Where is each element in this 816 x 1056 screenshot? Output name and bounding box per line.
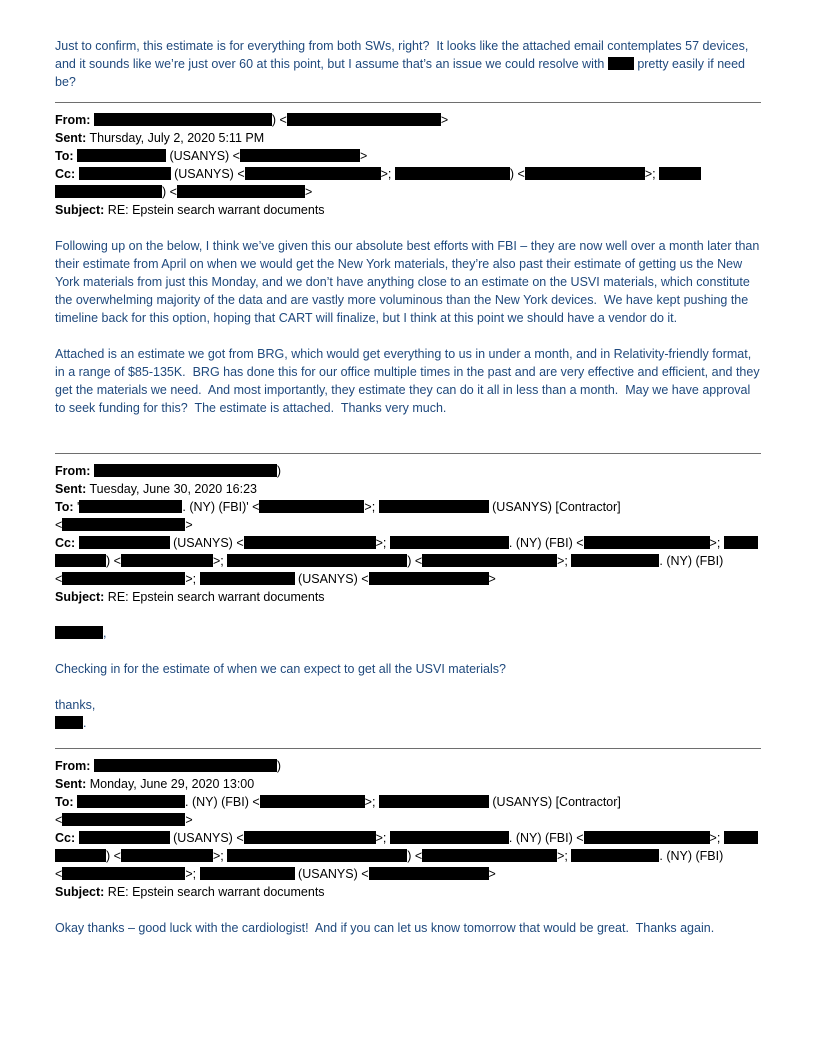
text-segment: >; [212, 849, 228, 863]
text-segment: RE: Epstein search warrant documents [104, 885, 325, 899]
text-segment: ) < [106, 849, 121, 863]
header-line [55, 165, 761, 183]
redaction-bar [55, 554, 106, 567]
header-line [55, 793, 761, 811]
text-segment: >; [557, 849, 572, 863]
redaction-bar [94, 759, 277, 772]
body-paragraph [55, 696, 761, 714]
message-1-body [55, 237, 764, 417]
header-line [55, 111, 761, 129]
message-divider [55, 748, 761, 749]
header-field-label: Sent: [55, 777, 87, 791]
redaction-bar [55, 185, 162, 198]
body-paragraph [55, 660, 761, 678]
header-field-label: To: [55, 500, 74, 514]
redaction-bar [584, 536, 710, 549]
text-segment: ) [276, 464, 282, 478]
header-field-label: Sent: [55, 482, 87, 496]
text-segment: ' [73, 500, 80, 514]
text-segment: ) < [106, 554, 121, 568]
redaction-bar [724, 831, 758, 844]
redaction-bar [659, 167, 701, 180]
text-segment: > [440, 113, 449, 127]
header-field-label: To: [55, 149, 74, 163]
text-segment: (USANYS) < [294, 572, 369, 586]
text-segment: >; [364, 500, 379, 514]
text-segment: > [185, 518, 193, 532]
text-segment: >; [364, 795, 379, 809]
header-field-label: Subject: [55, 885, 105, 899]
header-field-label: From: [55, 464, 91, 478]
redaction-bar [379, 500, 489, 513]
text-segment: >; [709, 536, 724, 550]
redaction-bar [94, 113, 272, 126]
body-paragraph [55, 624, 761, 642]
message-divider [55, 102, 761, 103]
redaction-bar [608, 57, 634, 70]
text-segment: thanks, [55, 698, 96, 712]
header-line [55, 775, 761, 793]
redaction-bar [369, 572, 489, 585]
text-segment: < [55, 572, 63, 586]
header-field-label: Cc: [55, 536, 76, 550]
redaction-bar [244, 831, 376, 844]
body-paragraph [55, 714, 761, 732]
redaction-bar [259, 500, 364, 513]
text-segment: >; [375, 831, 390, 845]
text-segment: ) [276, 759, 282, 773]
message-2 [55, 453, 761, 732]
header-line [55, 552, 761, 570]
text-segment: Tuesday, June 30, 2020 16:23 [86, 482, 257, 496]
redaction-bar [177, 185, 305, 198]
header-field-label: From: [55, 113, 91, 127]
text-segment: Monday, June 29, 2020 13:00 [86, 777, 255, 791]
text-segment: >; [709, 831, 724, 845]
header-line [55, 516, 761, 534]
message-3 [55, 748, 761, 937]
redaction-bar [287, 113, 441, 126]
redaction-bar [240, 149, 360, 162]
redaction-bar [62, 813, 185, 826]
redaction-bar [379, 795, 489, 808]
message-3-body [55, 919, 761, 937]
header-line [55, 570, 761, 588]
header-line [55, 865, 761, 883]
text-segment: (USANYS) < [166, 149, 240, 163]
redaction-bar [245, 167, 381, 180]
text-segment: > [488, 867, 496, 881]
header-line [55, 829, 761, 847]
header-field-label: From: [55, 759, 91, 773]
text-segment: Okay thanks – good luck with the cardiologist! And if you can let us know tomorrow that would be great. Thanks again. [55, 921, 715, 935]
redaction-bar [525, 167, 645, 180]
redaction-bar [55, 716, 83, 729]
text-segment: (USANYS) < [170, 167, 245, 181]
text-segment: (USANYS) < [169, 831, 244, 845]
redaction-bar [395, 167, 510, 180]
text-segment: ) < [162, 185, 177, 199]
text-segment: RE: Epstein search warrant documents [104, 203, 325, 217]
message-top-body [55, 37, 761, 91]
redaction-bar [422, 849, 557, 862]
body-paragraph [55, 237, 761, 327]
redaction-bar [77, 149, 166, 162]
text-segment: . (NY) (FBI) [659, 849, 724, 863]
redaction-bar [79, 500, 182, 513]
redaction-bar [422, 554, 557, 567]
redaction-bar [79, 536, 170, 549]
header-field-label: To: [55, 795, 74, 809]
text-segment: (USANYS) [Contractor] [488, 795, 621, 809]
text-segment: >; [380, 167, 395, 181]
text-segment: < [55, 867, 63, 881]
redaction-bar [369, 867, 489, 880]
redaction-bar [200, 572, 295, 585]
text-segment: pretty easily if need be? [55, 57, 749, 89]
redaction-bar [571, 849, 659, 862]
header-field-label: Sent: [55, 131, 87, 145]
text-segment: ) < [509, 167, 525, 181]
text-segment: . [83, 716, 87, 730]
text-segment: (USANYS) [Contractor] [488, 500, 621, 514]
text-segment: ) < [407, 554, 423, 568]
text-segment: Thursday, July 2, 2020 5:11 PM [86, 131, 265, 145]
text-segment: < [55, 518, 63, 532]
header-field-label: Cc: [55, 167, 76, 181]
header-line [55, 588, 761, 606]
message-2-body [55, 624, 761, 732]
redaction-bar [62, 867, 185, 880]
redaction-bar [571, 554, 659, 567]
text-segment: . (NY) (FBI) < [508, 831, 584, 845]
message-1-header [55, 111, 761, 219]
redaction-bar [77, 795, 185, 808]
redaction-bar [260, 795, 365, 808]
message-top [55, 37, 761, 91]
redaction-bar [62, 572, 185, 585]
header-line [55, 534, 761, 552]
text-segment: > [304, 185, 313, 199]
message-1 [55, 102, 764, 417]
redaction-bar [79, 831, 170, 844]
redaction-bar [62, 518, 185, 531]
redaction-bar [121, 554, 213, 567]
text-segment: , [103, 626, 107, 640]
redaction-bar [121, 849, 213, 862]
header-field-label: Subject: [55, 203, 105, 217]
text-segment: >; [185, 867, 200, 881]
redaction-bar [94, 464, 277, 477]
header-line [55, 147, 761, 165]
header-line [55, 201, 761, 219]
body-paragraph [55, 919, 761, 937]
header-line [55, 757, 761, 775]
header-field-label: Cc: [55, 831, 76, 845]
redaction-bar [227, 849, 407, 862]
redaction-bar [390, 536, 509, 549]
text-segment: . (NY) (FBI)' < [182, 500, 260, 514]
text-segment: (USANYS) < [294, 867, 369, 881]
text-segment: >; [557, 554, 572, 568]
redaction-bar [55, 626, 103, 639]
text-segment: >; [185, 572, 200, 586]
redaction-bar [584, 831, 710, 844]
text-segment: < [55, 813, 63, 827]
text-segment: (USANYS) < [169, 536, 244, 550]
text-segment: . (NY) (FBI) < [508, 536, 584, 550]
header-line [55, 480, 761, 498]
redaction-bar [724, 536, 758, 549]
header-line [55, 847, 761, 865]
header-field-label: Subject: [55, 590, 105, 604]
redaction-bar [79, 167, 171, 180]
message-divider [55, 453, 761, 454]
redaction-bar [55, 849, 106, 862]
redaction-bar [200, 867, 295, 880]
text-segment: Checking in for the estimate of when we can expect to get all the USVI materials? [55, 662, 506, 676]
text-segment: > [359, 149, 368, 163]
text-segment: Attached is an estimate we got from BRG, which would get everything to us in under a month, and in Relativity-friendly format, in a range of $85-135K. BRG has done this for our office multiple times in the past and are very effective and efficient, and they get the materials we need. And most importantly, they estimate they can do it all in less than a month. May we have approval to seek funding for this? The estimate is attached. Thanks very much. [55, 347, 764, 415]
text-segment: . (NY) (FBI) [659, 554, 724, 568]
redaction-bar [244, 536, 376, 549]
redaction-bar [390, 831, 509, 844]
header-line [55, 498, 761, 516]
text-segment: > [488, 572, 496, 586]
redaction-bar [227, 554, 407, 567]
message-3-header [55, 757, 761, 901]
message-2-header [55, 462, 761, 606]
text-segment: Following up on the below, I think we’ve given this our absolute best efforts with FBI – they are now well over a month later than their estimate from April on when we would get the New York materials, they’re also past their estimate of getting us the New York materials from just this Monday, and we don’t have anything close to an estimate on the USVI materials, which constitute the overwhelming majority of the data and are vastly more voluminous than the New York devices. We have kept pushing the timeline back for this option, hoping that CART will finalize, but I think at this point we should have a vendor do it. [55, 239, 763, 325]
text-segment: > [185, 813, 193, 827]
header-line [55, 183, 761, 201]
header-line [55, 462, 761, 480]
text-segment: ) < [271, 113, 287, 127]
text-segment: ) < [407, 849, 423, 863]
text-segment: >; [212, 554, 228, 568]
text-segment: >; [375, 536, 390, 550]
text-segment: Just to confirm, this estimate is for everything from both SWs, right? It looks like the attached email contemplates 57 devices, and it sounds like we’re just over 60 at this point, but I assume that’s an issue we could resolve with [55, 39, 752, 71]
text-segment: >; [644, 167, 660, 181]
header-line [55, 883, 761, 901]
body-paragraph [55, 37, 761, 91]
text-segment: RE: Epstein search warrant documents [104, 590, 325, 604]
text-segment: . (NY) (FBI) < [185, 795, 260, 809]
header-line [55, 129, 761, 147]
body-paragraph [55, 345, 764, 417]
header-line [55, 811, 761, 829]
